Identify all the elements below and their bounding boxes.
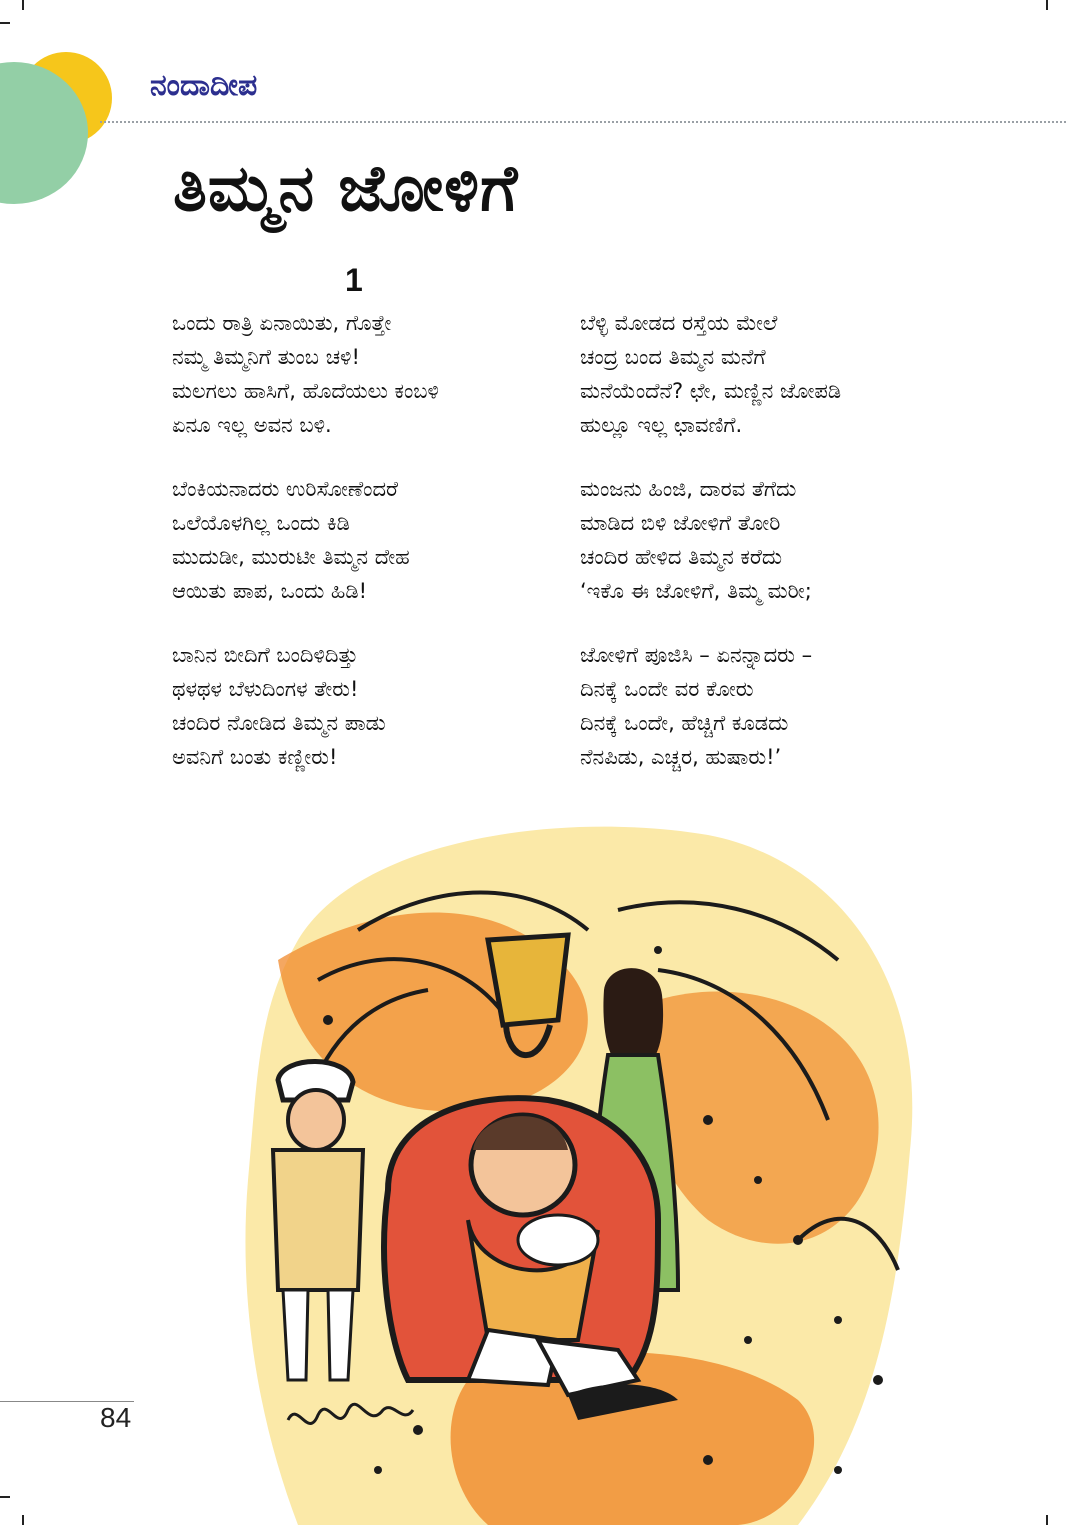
crop-mark bbox=[22, 0, 24, 10]
poem-line: ದಿನಕ್ಕೆ ಒಂದೇ, ಹೆಚ್ಚಿಗೆ ಕೂಡದು bbox=[580, 711, 789, 735]
poem-line: ದಿನಕ್ಕೆ ಒಂದೇ ವರ ಕೋರು bbox=[580, 677, 754, 701]
poem-line: ಹುಲ್ಲೂ ಇಲ್ಲ ಛಾವಣಿಗೆ. bbox=[580, 413, 743, 437]
poem-line: ಒಲೆಯೊಳಗಿಲ್ಲ ಒಂದು ಕಿಡಿ bbox=[172, 511, 350, 535]
poem-right-column bbox=[580, 306, 960, 804]
crop-mark bbox=[22, 1515, 24, 1525]
poem-line: ಚಂದ್ರ ಬಂದ ತಿಮ್ಮನ ಮನೆಗೆ bbox=[580, 345, 766, 369]
stanza bbox=[172, 638, 552, 774]
poem-line: ಚಂದಿರ ನೋಡಿದ ತಿಮ್ಮನ ಪಾಡು bbox=[172, 711, 386, 735]
poem-line: ಮಂಜನು ಹಿಂಜಿ, ದಾರವ ತೆಗೆದು bbox=[580, 477, 797, 501]
stanza bbox=[172, 306, 552, 442]
poem-line: ಏನೂ ಇಲ್ಲ ಅವನ ಬಳಿ. bbox=[172, 413, 332, 437]
poem-line: ಮನೆಯೆಂದೆನೆ? ಛೇ, ಮಣ್ಣಿನ ಜೋಪಡಿ bbox=[580, 379, 842, 403]
poem-line: ಜೋಳಿಗೆ ಪೂಜಿಸಿ – ಏನನ್ನಾದರು – bbox=[580, 643, 813, 667]
poem-line: ಥಳಥಳ ಬೆಳುದಿಂಗಳ ತೇರು! bbox=[172, 677, 359, 701]
poem-illustration bbox=[238, 820, 922, 1525]
poem-line: ಮಲಗಲು ಹಾಸಿಗೆ, ಹೊದೆಯಲು ಕಂಬಳಿ bbox=[172, 379, 439, 403]
crop-mark bbox=[1046, 0, 1048, 10]
poem-line: ಮುದುಡೀ, ಮುರುಟೀ ತಿಮ್ಮನ ದೇಹ bbox=[172, 545, 410, 569]
poem-line: ಬೆಂಕಿಯನಾದರು ಉರಿಸೋಣೆಂದರೆ bbox=[172, 477, 398, 501]
crop-mark bbox=[0, 1496, 10, 1498]
stanza bbox=[580, 306, 960, 442]
page-number: 84 bbox=[100, 1402, 132, 1433]
stanza bbox=[172, 472, 552, 608]
poem-line: ಆಯಿತು ಪಾಪ, ಒಂದು ಹಿಡಿ! bbox=[172, 579, 367, 603]
poem-line: ಬಾನಿನ ಬೀದಿಗೆ ಬಂದಿಳಿದಿತ್ತು bbox=[172, 643, 359, 667]
part-number: 1 bbox=[345, 262, 363, 298]
crop-mark bbox=[0, 22, 10, 24]
section-label: ನಂದಾದೀಪ bbox=[150, 68, 258, 103]
poem-line: ಬೆಳ್ಳಿ ಮೋಡದ ರಸ್ತೆಯ ಮೇಲೆ bbox=[580, 311, 778, 335]
dotted-divider bbox=[100, 121, 1066, 123]
stanza bbox=[580, 472, 960, 608]
poem-line: ನೆನಪಿಡು, ಎಚ್ಚರ, ಹುಷಾರು!’ bbox=[580, 745, 782, 769]
poem-line: ಒಂದು ರಾತ್ರಿ ಏನಾಯಿತು, ಗೊತ್ತೇ bbox=[172, 311, 392, 335]
poem-line: ನಮ್ಮ ತಿಮ್ಮನಿಗೆ ತುಂಬ ಚಳಿ! bbox=[172, 345, 360, 369]
poem-left-column bbox=[172, 306, 552, 804]
stanza bbox=[580, 638, 960, 774]
poem-line: ಮಾಡಿದ ಬಿಳಿ ಜೋಳಿಗೆ ತೋರಿ bbox=[580, 511, 781, 535]
poem-line: ಚಂದಿರ ಹೇಳಿದ ತಿಮ್ಮನ ಕರೆದು bbox=[580, 545, 783, 569]
poem-line: ‘ಇಕೊ ಈ ಜೋಳಿಗೆ, ತಿಮ್ಮ ಮರೀ; bbox=[580, 579, 812, 603]
poem-line: ಅವನಿಗೆ ಬಂತು ಕಣ್ಣೀರು! bbox=[172, 745, 338, 769]
crop-mark bbox=[1046, 1515, 1048, 1525]
poem-title: ತಿಮ್ಮನ ಜೋಳಿಗೆ bbox=[173, 152, 519, 226]
